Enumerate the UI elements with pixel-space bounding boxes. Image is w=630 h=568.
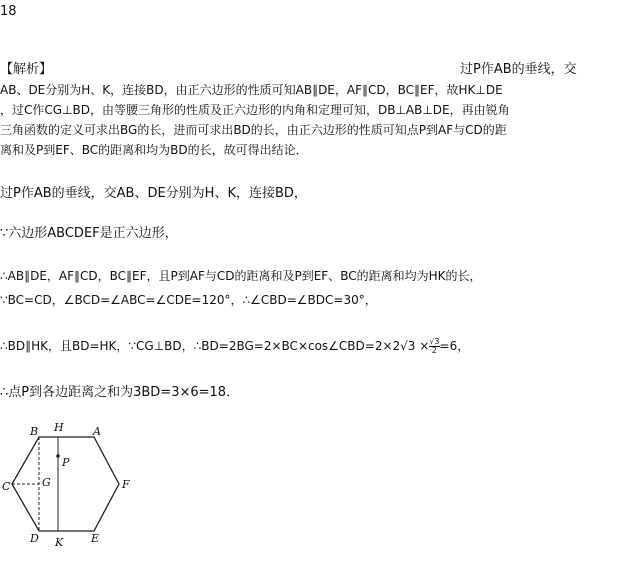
times-sign: × <box>419 339 430 353</box>
solution-line-5 <box>0 338 469 355</box>
analysis-line-5: 离和及P到EF、BC的距离和均为BD的长，故可得出结论． <box>0 143 308 157</box>
label-h: H <box>54 421 64 434</box>
solution-line-5-text: ∴BD∥HK，且BD=HK，∵CG⊥BD，∴BD=2BG=2×BC×cos∠CBD=2×2 <box>0 339 401 353</box>
analysis-head-right: 过P作AB的垂线，交 <box>460 62 577 77</box>
solution-line-5-result: =6， <box>439 339 470 353</box>
label-f: F <box>122 478 130 491</box>
label-e: E <box>91 532 100 545</box>
analysis-line-3: ，过C作CG⊥BD，由等腰三角形的性质及正六边形的内角和定理可知，DB⊥AB⊥DE，再由锐角 <box>0 103 510 117</box>
label-p: P <box>62 456 70 469</box>
fraction-sqrt3-over-2 <box>429 338 439 355</box>
solution-line-1: 过P作AB的垂线，交AB、DE分别为H、K，连接BD， <box>0 186 307 201</box>
solution-line-4: ∵BC=CD，∠BCD=∠ABC=∠CDE=120°，∴∠CBD=∠BDC=30°， <box>0 293 377 307</box>
analysis-line-4: 三角函数的定义可求出BG的长，进而可求出BD的长，由正六边形的性质可知点P到AF与CD的距 <box>0 123 507 137</box>
solution-line-6: ∴点P到各边距离之和为3BD=3×6=18． <box>0 385 240 400</box>
fraction-denominator: 2 <box>431 346 437 355</box>
label-g: G <box>42 476 51 489</box>
analysis-label: 【解析】 <box>0 62 53 77</box>
label-a: A <box>93 425 101 438</box>
hexagon-figure <box>0 420 140 550</box>
sqrt-three: √3 <box>400 339 416 353</box>
solution-line-3: ∴AB∥DE，AF∥CD，BC∥EF，且P到AF与CD的距离和及P到EF、BC的距离和均为HK的长， <box>0 269 482 283</box>
fraction-numerator: √3 <box>429 337 440 346</box>
solution-line-2: ∵六边形ABCDEF是正六边形， <box>0 226 178 241</box>
point-p <box>56 454 60 458</box>
label-c: C <box>2 480 11 493</box>
answer-text: 18 <box>0 4 17 19</box>
analysis-line-2: AB、DE分别为H、K，连接BD，由正六边形的性质可知AB∥DE，AF∥CD，BC∥EF，故HK⊥DE <box>0 83 503 97</box>
label-d: D <box>30 532 39 545</box>
label-k: K <box>55 536 64 549</box>
label-b: B <box>30 425 39 438</box>
